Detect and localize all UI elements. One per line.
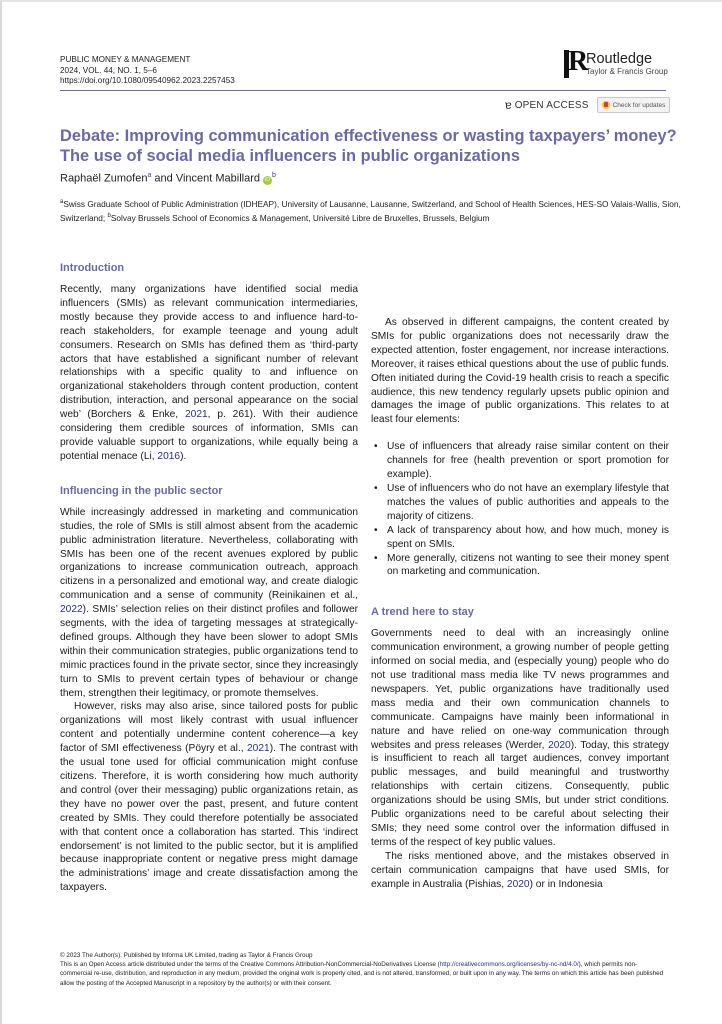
open-access-label: OPEN ACCESS — [514, 99, 589, 111]
citation-link[interactable]: 2020 — [548, 739, 571, 751]
section-heading-introduction: Introduction — [60, 262, 125, 274]
copyright-line: © 2023 The Author(s). Published by Informa UK Limited, trading as Taylor & Francis Group — [60, 952, 313, 959]
section-heading-public-sector: Influencing in the public sector — [60, 484, 223, 497]
author-conjunction: and — [151, 172, 176, 185]
article-title — [60, 126, 690, 166]
publisher-group: Taylor & Francis Group — [586, 66, 668, 76]
affil-b: Solvay Brussels School of Economics & Management, Université Libre de Bruxelles, Brussels, Belgium — [110, 212, 490, 223]
journal-meta — [60, 55, 235, 87]
author-2-affil-sup[interactable]: b — [272, 172, 276, 179]
header-divider — [60, 90, 666, 91]
trend-paragraph-2: The risks mentioned above, and the mistakes observed in certain communication campaigns that have used SMIs, for example in Australia (Pishias, 2020) or in Indonesia — [371, 850, 669, 890]
citation-link[interactable]: 2020 — [506, 878, 530, 890]
public-sector-paragraph-1: While increasingly addressed in marketing and communication studies, the role of SMIs is still almost absent from the academic public administration literature. Nevertheless, collaborating with SMIs has been one of the recent avenues explored by public organizations to increase communication outreach, approach citizens in a personalized and emotional way, and create dialogic communication and a sense of community (Reinikainen et al., 2022). SMIs’ selection relies on their distinct profiles and follower segments, with the idea of targeting messages at strategically-defined groups. Although they have been slower to adopt SMIs within their communication strategies, public organizations tend to mimic practices found in the private sector, since they increasingly turn to SMIs to prevent certain types of behaviour or change them, strengthen their legitimacy, or promote themselves. — [60, 506, 358, 699]
orcid-icon[interactable]: iD — [263, 176, 272, 185]
section-heading-trend: A trend here to stay — [371, 606, 474, 619]
bookmark-icon — [602, 101, 610, 109]
trend-paragraph-1: Governments need to deal with an increasingly online communication environment, a growing number of people getting informed on social media, and (especially young) people who do not use traditional mass media like TV news programmes and newspapers. Yet, public organizations have traditionally used mass media and their own communication channels to communicate. Campaigns have mainly been informational in nature and have relied on one-way communication through websites and press releases (Werder, 2020). Today, this strategy is insufficient to reach all target audiences, convey important public messages, and build meaningful and trustworthy relationships with certain citizens. Consequently, public organizations should be using SMIs, but under strict conditions. Public organizations need to be careful about selecting their SMIs; they need some control over the information diffused in terms of the respect of key public values. — [371, 628, 669, 848]
public-sector-paragraph-2: However, risks may also arise, since tailored posts for public organizations will most likely contrast with usual influencer content and potentially undermine content coherence—a key factor of SMI effectiveness (Pöyry et al., 2021). The contrast with the usual tone used for official communication might confuse citizens. Therefore, it is worth considering how much authority and control (over their messaging) public organizations retain, as they have no power over the past, present, and future content created by SMIs. They could therefore potentially be associated with that content once a collaboration has started. This ‘indirect endorsement’ is not limited to the public sector, but it is amplified because inappropriate content or negative press might damage the administrations’ image and create dissatisfaction among the taxpayers. — [60, 701, 358, 894]
title-line-1: Debate: Improving communication effectiveness or wasting taxpayers’ money? — [60, 127, 677, 145]
intro-paragraph: Recently, many organizations have identified social media influencers (SMIs) as relevant communication intermediaries, mostly because they provide access to and influence hard-to-reach stakeholders, for example teenage and young adult consumers. Research on SMIs has defined them as ‘third-party actors that have established a significant number of relevant relationships with a specific quality to and influence on organizational stakeholders through content production, content distribution, interaction, and personal appearance on the social web’ (Borchers & Enke, 2021, p. 261). With their audience considering them credible sources of information, SMIs can provide valuable support to organizations, while equally being a potential menace (Li, 2016). — [60, 284, 358, 462]
left-column — [60, 261, 358, 895]
license-text: This is an Open Access article distributed under the terms of the Creative Commons Attribution-NonCommercial-NoDerivatives License (http://creativecommons.org/licenses/by-nc-nd/4.0/), which permits non-commercial re-use, distribution, and reproduction in any medium, provided the original work is properly cited, and is not altered, transformed, or built upon in any way. The terms on which this article has been published allow the posting of the Accepted Manuscript in a repository by the author(s) or with their consent. — [60, 961, 664, 987]
publisher-name: Routledge — [586, 50, 653, 67]
affiliations — [60, 196, 690, 224]
author-1-affil-sup[interactable]: a — [147, 172, 152, 179]
public-sector-paragraph-3: As observed in different campaigns, the content created by SMIs for public organizations does not necessarily draw the expected attention, foster engagement, nor increase interactions. Moreover, it raises ethical questions about the use of public funds. Often initiated during the Covid-19 health crisis to reach a specific audience, this new tendency regularly upsets public opinion and damages the image of public organizations. This relates to at least four elements: — [371, 317, 669, 426]
routledge-r-icon: R — [564, 50, 580, 78]
risk-element-list — [371, 440, 669, 579]
author-2[interactable]: Vincent Mabillard — [175, 172, 261, 185]
affil-a: Swiss Graduate School of Public Administration (IDHEAP), University of Lausanne, Lausanne, Switzerland, and School of Health Sciences, HES-SO Valais-Wallis, Sion, Switzerland; — [60, 198, 681, 223]
citation-link[interactable]: 2016 — [157, 450, 181, 462]
check-for-updates-button[interactable] — [597, 97, 671, 113]
right-column-content — [371, 261, 669, 892]
list-item: • Use of influencers that already raise similar content on their channels for free (health prevention or sport promotion for example). — [387, 440, 669, 482]
journal-volume: 2024, VOL. 44, NO. 1, 5–6 — [60, 65, 157, 75]
journal-name: PUBLIC MONEY & MANAGEMENT — [60, 55, 191, 64]
citation-link[interactable]: 2021 — [184, 409, 208, 421]
citation-link[interactable]: 2022 — [60, 604, 83, 616]
access-row — [505, 97, 670, 113]
title-line-2: The use of social media influencers in public organizations — [60, 147, 520, 165]
list-item: • Use of influencers who do not have an exemplary lifestyle that matches the values of public authorities and appeals to the majority of citizens. — [387, 482, 669, 524]
license-link[interactable]: http://creativecommons.org/licenses/by-nc-nd/4.0/ — [439, 961, 579, 969]
check-for-updates-label: Check for updates — [612, 101, 666, 109]
affil-b-sup: b — [107, 213, 111, 220]
author-1[interactable]: Raphaël Zumofen — [60, 172, 148, 185]
footer-license — [60, 951, 668, 988]
author-list — [60, 172, 276, 185]
list-item: • A lack of transparency about how, and how much, money is spent on SMIs. — [387, 524, 669, 552]
list-item: • More generally, citizens not wanting to see their money spent on marketing and communication. — [387, 552, 669, 580]
open-lock-icon: ɐ — [505, 98, 512, 112]
citation-link[interactable]: 2021 — [247, 743, 270, 755]
publisher-logo — [564, 46, 668, 78]
affil-a-sup: a — [60, 199, 64, 205]
doi-link[interactable]: https://doi.org/10.1080/09540962.2023.2257453 — [60, 76, 235, 85]
